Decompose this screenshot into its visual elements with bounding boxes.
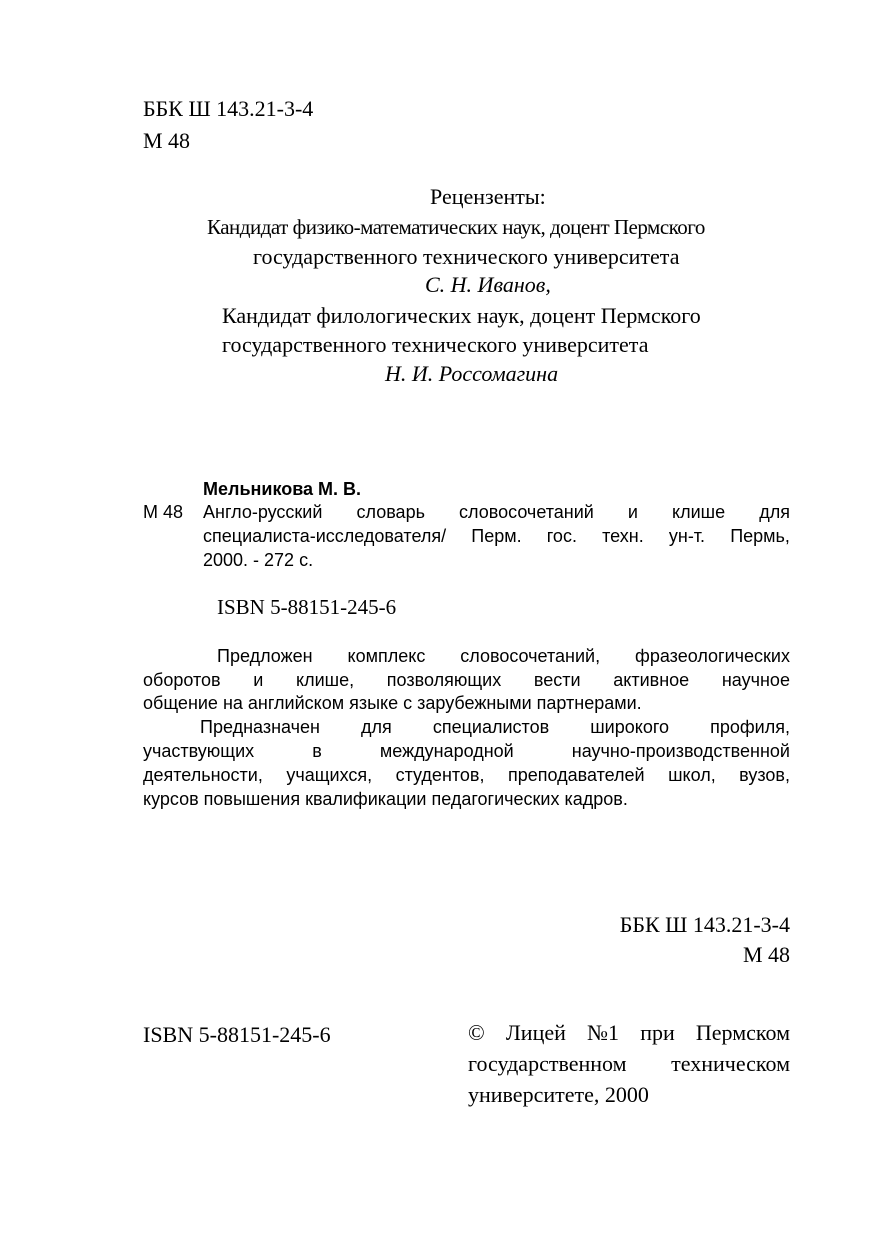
reviewer1-name: С. Н. Иванов,	[425, 272, 551, 297]
word: Предназначен	[200, 717, 320, 737]
record-description-line1	[203, 502, 790, 523]
word: ун-т.	[668, 526, 706, 546]
annotation-p1-line3: общение на английском языке с зарубежными партнерами.	[143, 693, 642, 713]
word: Лицей	[505, 1020, 566, 1045]
record-author: Мельникова М. В.	[203, 479, 362, 499]
copyright-icon: ©	[468, 1020, 485, 1045]
word: гос.	[546, 526, 577, 546]
bbk-index-top: ББК Ш 143.21-3-4	[143, 96, 314, 121]
word: Англо-русский	[203, 502, 323, 522]
word: широкого	[590, 717, 670, 737]
word: фразеологических	[635, 646, 790, 666]
annotation-p2-line4: курсов повышения квалификации педагогических кадров.	[143, 789, 628, 809]
word: словарь	[356, 502, 425, 522]
word: вузов,	[739, 765, 790, 785]
word: для	[361, 717, 392, 737]
reviewer1-affiliation: государственного технического университета	[253, 244, 680, 269]
record-isbn: ISBN 5-88151-245-6	[217, 595, 397, 619]
word: учащихся,	[286, 765, 373, 785]
author-mark-bottom: М 48	[742, 942, 790, 967]
word: клише	[672, 502, 726, 522]
annotation-p1-line2	[143, 670, 790, 691]
reviewers-heading: Рецензенты:	[430, 184, 546, 209]
word: научно-производственной	[571, 741, 790, 761]
word: техн.	[602, 526, 644, 546]
word: научное	[721, 670, 790, 690]
reviewer2-title: Кандидат филологических наук, доцент Пермского	[222, 303, 701, 328]
word: вести	[533, 670, 581, 690]
record-description-line3: 2000. - 272 с.	[203, 550, 314, 570]
word: профиля,	[710, 717, 790, 737]
word: словосочетаний	[459, 502, 594, 522]
word: преподавателей	[507, 765, 645, 785]
word: школ,	[668, 765, 716, 785]
copyright-line1	[468, 1020, 790, 1046]
word: и	[627, 502, 638, 522]
word: словосочетаний,	[460, 646, 601, 666]
author-mark-top: М 48	[143, 128, 191, 153]
copyright-line2	[468, 1051, 790, 1077]
bbk-index-bottom: ББК Ш 143.21-3-4	[619, 912, 790, 937]
word: техническом	[671, 1051, 790, 1076]
word: активное	[613, 670, 690, 690]
word: студентов,	[395, 765, 485, 785]
reviewer1-title: Кандидат физико-математических наук, доцент Пермского	[207, 215, 705, 239]
word: участвующих	[143, 741, 255, 761]
annotation-p1-line1	[217, 646, 790, 667]
word: №1	[587, 1020, 620, 1045]
word: специалиста-исследователя/	[203, 526, 447, 546]
word: Пермском	[695, 1020, 790, 1045]
annotation-p2-line1	[200, 717, 790, 738]
word: комплекс	[347, 646, 426, 666]
record-description-line2	[203, 526, 790, 547]
reviewer2-name: Н. И. Россомагина	[385, 361, 559, 386]
word: позволяющих	[386, 670, 502, 690]
annotation-p2-line3	[143, 765, 790, 786]
word: в	[312, 741, 322, 761]
copyright-line3: университете, 2000	[468, 1082, 649, 1107]
footer-isbn: ISBN 5-88151-245-6	[143, 1022, 331, 1047]
word: для	[759, 502, 790, 522]
word: Перм.	[471, 526, 522, 546]
word: государственном	[468, 1051, 627, 1076]
word: и	[253, 670, 264, 690]
word: при	[640, 1020, 675, 1045]
word: деятельности,	[143, 765, 263, 785]
word: специалистов	[432, 717, 550, 737]
reviewer2-affiliation: государственного технического университета	[222, 332, 649, 357]
annotation-p2-line2	[143, 741, 790, 762]
word: международной	[379, 741, 514, 761]
record-code: М 48	[143, 502, 184, 522]
word: оборотов	[143, 670, 221, 690]
word: Пермь,	[730, 526, 790, 546]
word: клише,	[296, 670, 355, 690]
word: Предложен	[217, 646, 313, 666]
